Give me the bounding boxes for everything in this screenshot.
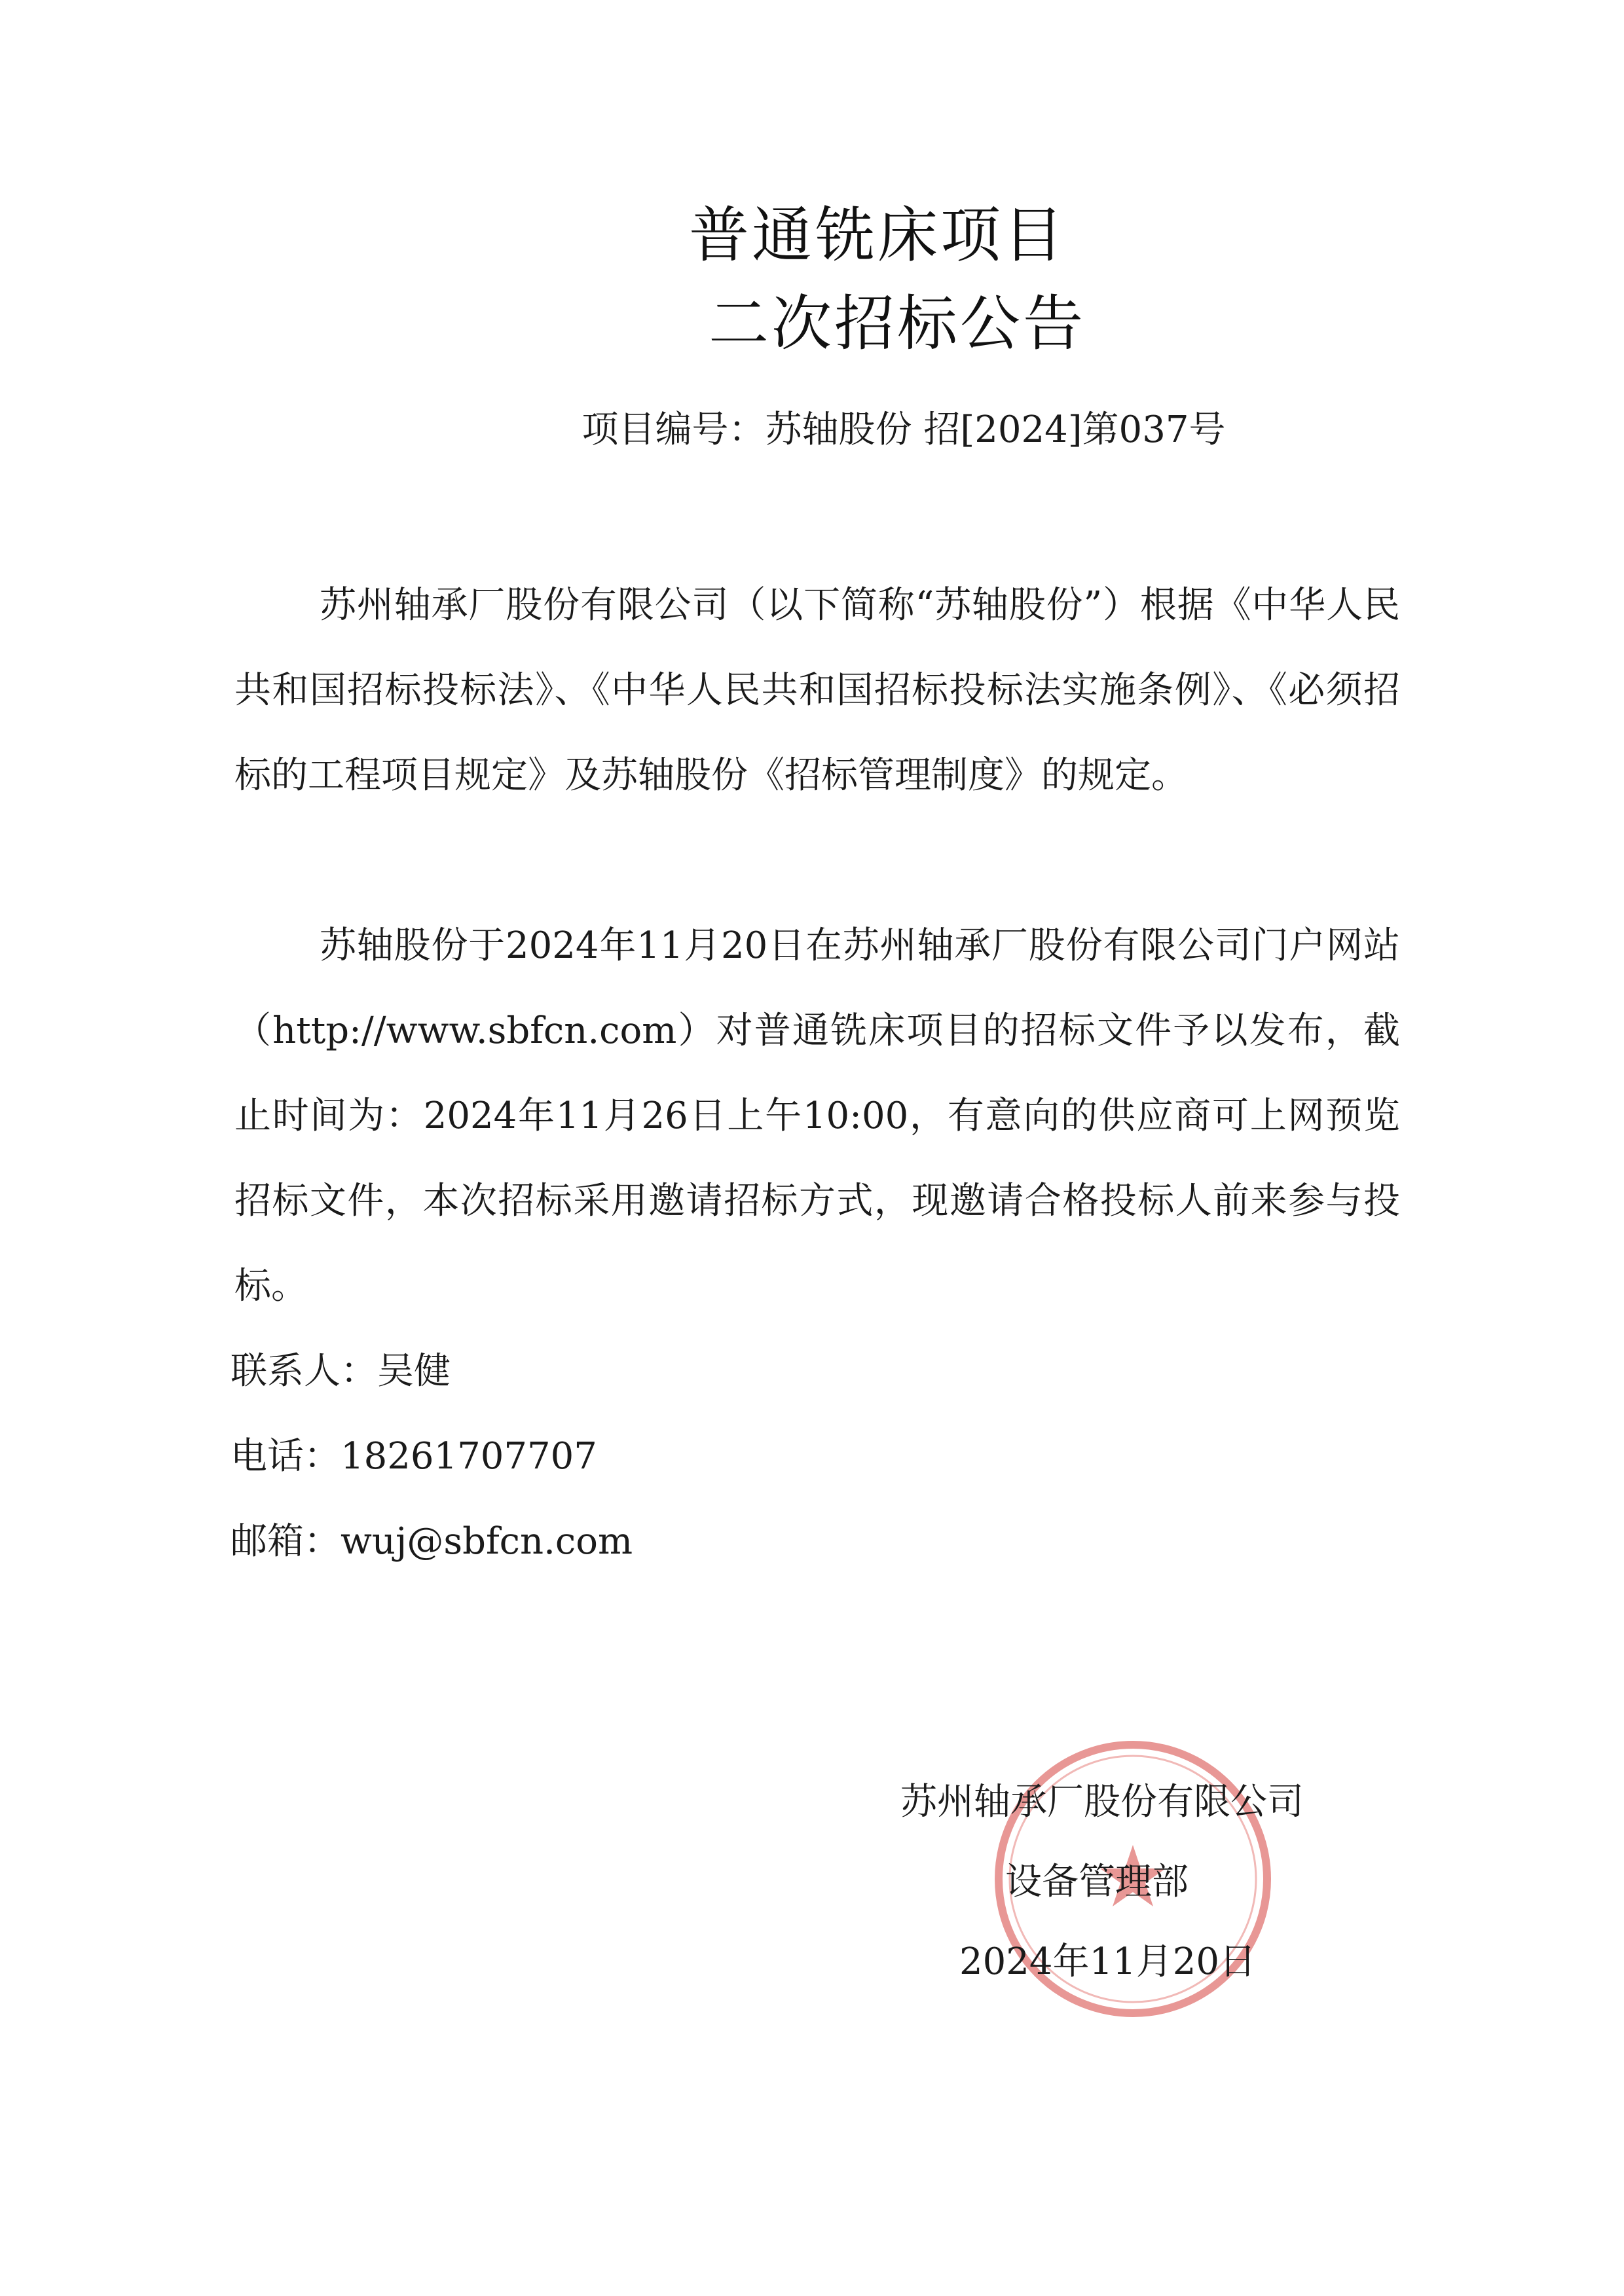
signature-company: 苏州轴承厂股份有限公司 (900, 1781, 1304, 1823)
contact-email: 邮箱：wuj@sbfcn.com (231, 1520, 633, 1563)
contact-phone: 电话：18261707707 (231, 1435, 597, 1478)
project-number (0, 407, 1624, 453)
signature-date: 2024年11月20日 (959, 1941, 1257, 1983)
document-title-line2: 二次招标公告 (708, 289, 1086, 359)
body-paragraph-1-container (234, 563, 1400, 818)
signature-department: 设备管理部 (1005, 1861, 1189, 1903)
contact-person: 联系人：吴健 (231, 1350, 451, 1393)
body-paragraph-2: 苏轴股份于2024年11月20日在苏州轴承厂股份有限公司门户网站（http://www.sbfcn.com）对普通铣床项目的招标文件予以发布，截止时间为：2024年11月26日上午10:00，有意向的供应商可上网预览招标文件，本次招标采用邀请招标方式，现邀请合格投标人前来参与投标。 (234, 924, 1400, 1307)
project-number-text: 项目编号：苏轴股份 招[2024]第037号 (581, 409, 1226, 451)
document-title-line1: 普通铣床项目 (688, 200, 1066, 270)
body-paragraph-2-container (234, 903, 1400, 1329)
body-paragraph-1: 苏州轴承厂股份有限公司（以下简称“苏轴股份”）根据《中华人民共和国招标投标法》、《中华人民共和国招标投标法实施条例》、《必须招标的工程项目规定》及苏轴股份《招标管理制度》的规定。 (234, 584, 1400, 797)
